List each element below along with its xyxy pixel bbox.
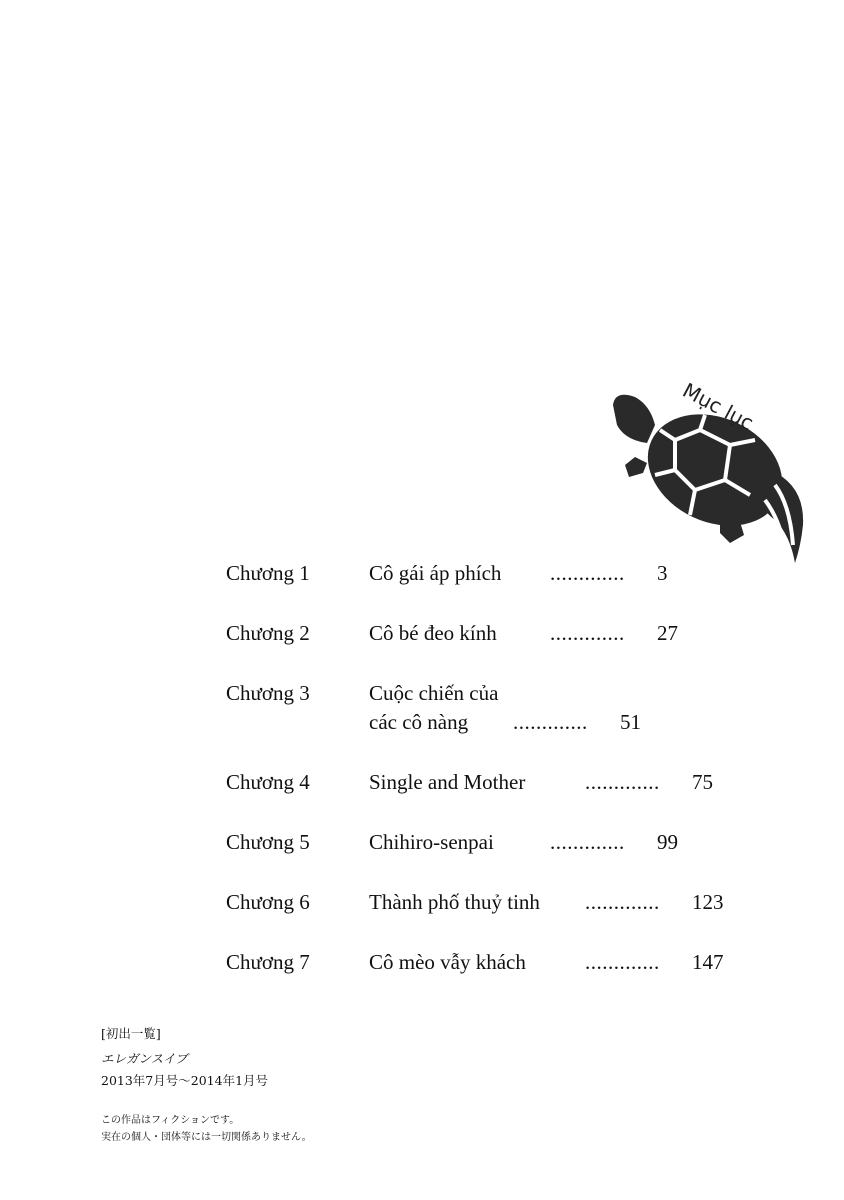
leader-dots: ............. (585, 770, 660, 794)
leader-dots: ............. (585, 890, 660, 914)
chapter-label: Chương 4 (226, 770, 310, 794)
page-number: 75 (692, 770, 713, 794)
chapter-title: Single and Mother (369, 770, 526, 794)
leader-dots: ............. (550, 561, 625, 585)
disclaimer-line-2: 実在の個人・団体等には一切関係ありません。 (101, 1132, 312, 1143)
chapter-title: Cô gái áp phích (369, 561, 502, 585)
page-number: 3 (657, 561, 668, 585)
leader-dots: ............. (513, 710, 588, 734)
chapter-title: Cô mèo vẫy khách (369, 950, 526, 974)
chapter-label: Chương 6 (226, 890, 310, 914)
page-number: 147 (692, 950, 724, 974)
leader-dots: ............. (585, 950, 660, 974)
chapter-label: Chương 1 (226, 561, 310, 585)
chapter-title: Thành phố thuỷ tinh (369, 890, 540, 914)
chapter-title-line2: các cô nàng (369, 710, 469, 734)
page-number: 51 (620, 710, 641, 734)
page-number: 99 (657, 830, 678, 854)
disclaimer-line-1: この作品はフィクションです。 (101, 1115, 240, 1126)
credits-header: [初出一覧] (101, 1026, 161, 1041)
chapter-title: Cô bé đeo kính (369, 621, 497, 645)
chapter-label: Chương 5 (226, 830, 310, 854)
chapter-label: Chương 2 (226, 621, 310, 645)
page-number: 27 (657, 621, 678, 645)
chapter-title: Cuộc chiến của (369, 681, 499, 705)
leader-dots: ............. (550, 621, 625, 645)
page-number: 123 (692, 890, 724, 914)
chapter-title: Chihiro-senpai (369, 830, 494, 854)
leader-dots: ............. (550, 830, 625, 854)
chapter-label: Chương 7 (226, 950, 310, 974)
toc-heading: Mục lục (678, 378, 758, 436)
credits-period: 2013年7月号～2014年1月号 (101, 1073, 269, 1088)
credits-magazine: エレガンスイブ (101, 1051, 188, 1066)
chapter-label: Chương 3 (226, 681, 310, 705)
